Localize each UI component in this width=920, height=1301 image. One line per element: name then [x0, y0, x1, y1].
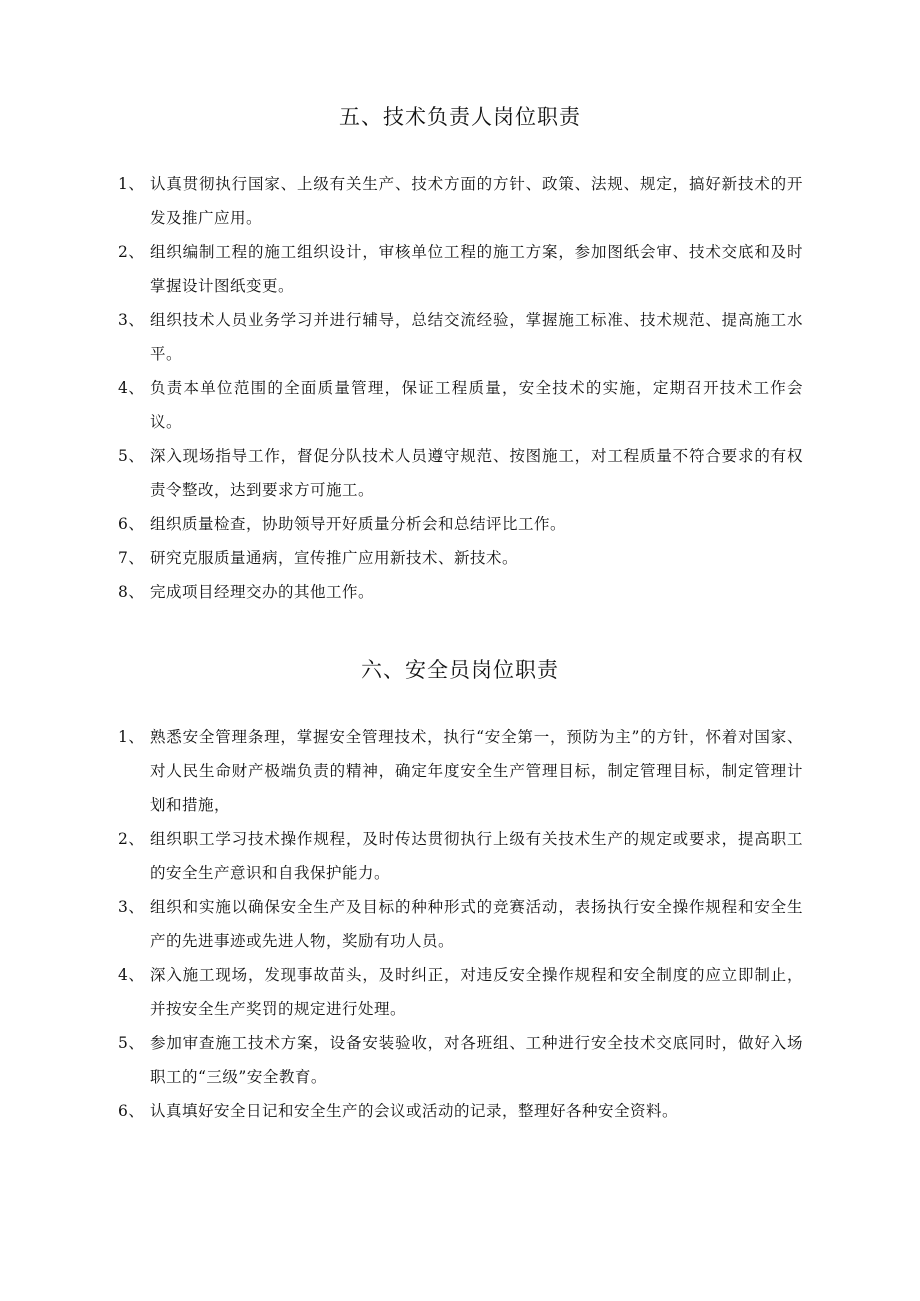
item-number: 5、: [118, 447, 145, 465]
list-item: [118, 439, 803, 507]
item-text: 组织职工学习技术操作规程，及时传达贯彻执行上级有关技术生产的规定或要求，提高职工的安全生产意识和自我保护能力。: [150, 830, 803, 882]
item-number: 4、: [118, 966, 145, 984]
item-number: 6、: [118, 515, 145, 533]
item-number: 2、: [118, 830, 145, 848]
list-item: [118, 1094, 803, 1128]
tech-lead-duties-list: [118, 167, 803, 609]
list-item: [118, 890, 803, 958]
item-text: 组织编制工程的施工组织设计，审核单位工程的施工方案，参加图纸会审、技术交底和及时掌握设计图纸变更。: [150, 243, 803, 295]
section-title-safety-officer: 六、安全员岗位职责: [361, 658, 559, 682]
list-item: [118, 303, 803, 371]
item-number: 1、: [118, 175, 145, 193]
item-text: 深入施工现场，发现事故苗头，及时纠正，对违反安全操作规程和安全制度的应立即制止，并按安全生产奖罚的规定进行处理。: [150, 966, 803, 1018]
item-text: 熟悉安全管理条理，掌握安全管理技术，执行“安全第一，预防为主”的方针，怀着对国家、对人民生命财产极端负责的精神，确定年度安全生产管理目标，制定管理目标，制定管理计划和措施，: [150, 728, 803, 814]
list-item: [118, 958, 803, 1026]
item-number: 1、: [118, 728, 145, 746]
list-item: [118, 371, 803, 439]
list-item: [118, 1026, 803, 1094]
item-text: 深入现场指导工作，督促分队技术人员遵守规范、按图施工，对工程质量不符合要求的有权责令整改，达到要求方可施工。: [150, 447, 803, 499]
item-text: 完成项目经理交办的其他工作。: [150, 583, 375, 601]
list-item: [118, 167, 803, 235]
item-text: 参加审查施工技术方案，设备安装验收，对各班组、工种进行安全技术交底同时，做好入场职工的“三级”安全教育。: [150, 1034, 803, 1086]
list-item: [118, 575, 803, 609]
item-number: 5、: [118, 1034, 145, 1052]
list-item: [118, 822, 803, 890]
item-number: 7、: [118, 549, 145, 567]
list-item: [118, 507, 803, 541]
list-item: [118, 720, 803, 822]
item-number: 4、: [118, 379, 145, 397]
item-text: 认真填好安全日记和安全生产的会议或活动的记录，整理好各种安全资料。: [150, 1102, 679, 1120]
item-number: 8、: [118, 583, 145, 601]
item-text: 认真贯彻执行国家、上级有关生产、技术方面的方针、政策、法规、规定，搞好新技术的开发及推广应用。: [150, 175, 803, 227]
item-text: 负责本单位范围的全面质量管理，保证工程质量，安全技术的实施，定期召开技术工作会议。: [150, 379, 803, 431]
section-title-tech-lead: 五、技术负责人岗位职责: [339, 105, 581, 129]
item-text: 组织质量检查，协助领导开好质量分析会和总结评比工作。: [150, 515, 567, 533]
list-item: [118, 235, 803, 303]
item-text: 研究克服质量通病，宣传推广应用新技术、新技术。: [150, 549, 519, 567]
item-number: 6、: [118, 1102, 145, 1120]
item-text: 组织技术人员业务学习并进行辅导，总结交流经验，掌握施工标准、技术规范、提高施工水平。: [150, 311, 803, 363]
safety-officer-duties-list: [118, 720, 803, 1128]
item-number: 3、: [118, 898, 145, 916]
item-number: 3、: [118, 311, 145, 329]
list-item: [118, 541, 803, 575]
item-text: 组织和实施以确保安全生产及目标的种种形式的竞赛活动，表扬执行安全操作规程和安全生产的先进事迹或先进人物，奖励有功人员。: [150, 898, 803, 950]
item-number: 2、: [118, 243, 145, 261]
